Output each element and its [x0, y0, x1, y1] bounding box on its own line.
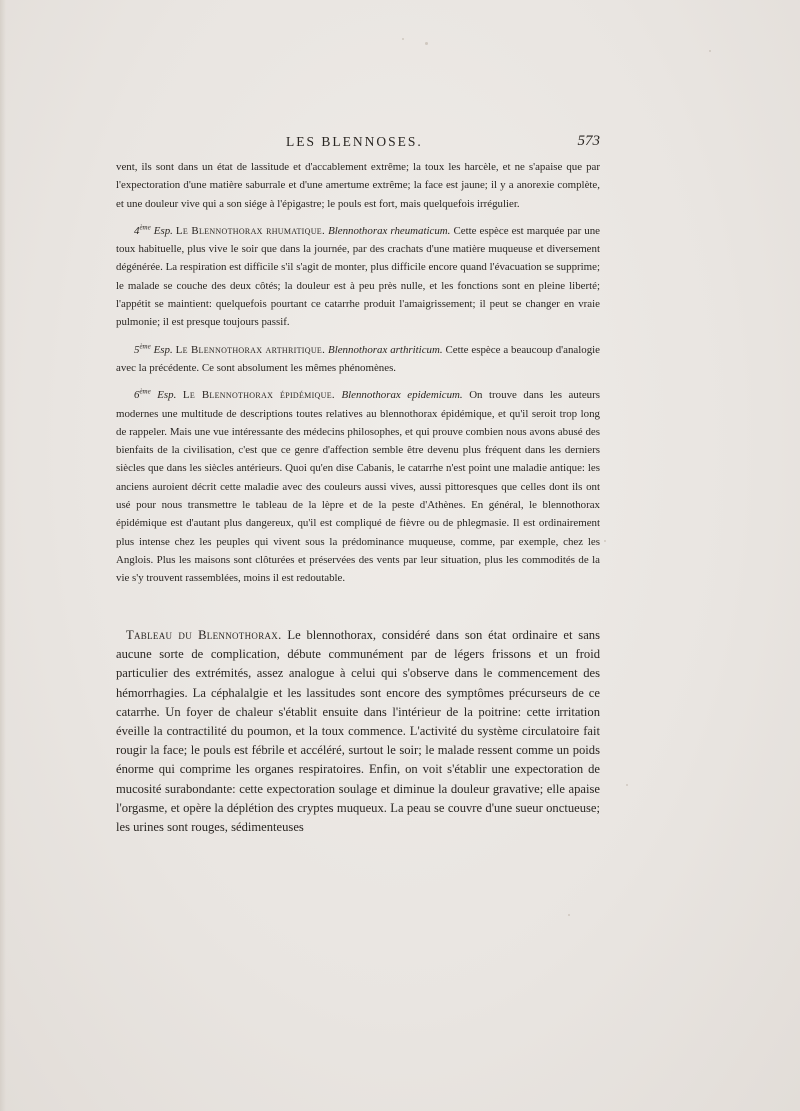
species-5-text: Cette espèce a beaucoup d'analogie avec la précédente. Ce sont absolument les mêmes phénomènes.: [116, 343, 600, 374]
species-4-paragraph: [116, 222, 600, 332]
paper-speck: [402, 38, 404, 40]
tableau-heading: Tableau du Blennothorax.: [126, 628, 282, 642]
paper-speck: [626, 784, 628, 786]
species-4-text: Cette espèce est marquée par une toux habituelle, plus vive le soir que dans la journée, par des crachats d'une matière muqueuse et diversement dégénérée. La respiration est difficile s'il s'agit de monter, plus difficile encore quand l'évacuation se supprime; le malade se couche des deux côtés; la douleur est à peu près nulle, et les fonctions sont en pleine liberté; l'appétit se maintient: quelquefois pourtant ce catarrhe produit l'amaigrissement; il peut se changer en vraie pulmonie; il est presque toujours passif.: [116, 224, 600, 329]
species-5-ordinal: 5: [134, 343, 140, 356]
species-5-ordinal-suffix: ème: [139, 342, 151, 351]
paper-speck: [425, 42, 428, 45]
species-6-paragraph: [116, 386, 600, 587]
species-5-name: Le Blennothorax arthritique.: [175, 343, 326, 356]
paper-speck: [709, 50, 711, 52]
species-5-paragraph: [116, 341, 600, 378]
species-4-name: Le Blennothorax rhumatique.: [175, 224, 325, 237]
paper-speck: [568, 914, 570, 916]
species-6-ordinal: 6: [134, 389, 140, 402]
species-6-latin: Blennothorax epidemicum.: [341, 389, 463, 402]
running-title: LES BLENNOSES.: [286, 134, 423, 149]
species-6-text: On trouve dans les auteurs modernes une multitude de descriptions toutes relatives au blennothorax épidémique, et qu'il seroit trop long de rappeler. Mais une vue intéressante des médecins philosophes, et qui prouve combien nous avons abusé des bienfaits de la civilisation, c'est que ce genre d'affection semble être devenu plus fréquent dans les derniers siècles que dans les siècles antérieurs. Quoi qu'en dise Cabanis, le catarrhe n'est point une maladie antique: les anciens auroient décrit cette maladie avec des couleurs aussi vives, aussi pittoresques que celles dont ils ont usé pour nous transmettre le tableau de la lèpre et de la peste d'Athènes. En général, le blennothorax épidémique est d'autant plus dangereux, qu'il est compliqué de fièvre ou de phlegmasie. Il est ordinairement plus intense chez les peuples qui vivent sous la prédominance muqueuse, comme, par exemple, chez les Anglois. Plus les maisons sont clôturées et préservées des vents par leur situation, plus les commodités de la vie s'y trouvent rassemblées, moins il est redoutable.: [116, 389, 600, 585]
species-4-esp: Esp.: [153, 224, 173, 237]
species-4-ordinal-suffix: ème: [139, 223, 151, 232]
species-6-esp: Esp.: [157, 389, 177, 402]
species-section: [116, 158, 600, 588]
page-header: [116, 134, 600, 156]
species-4-ordinal: 4: [134, 224, 140, 237]
species-6-ordinal-suffix: ème: [139, 387, 151, 396]
paper-speck: [604, 540, 606, 542]
tableau-text: Le blennothorax, considéré dans son état ordinaire et sans aucune sorte de complication, débute communément par de légers frissons et un froid particulier des extrémités, assez analogue à celui qui s'observe dans le commencement des hémorrhagies. La céphalalgie et les lassitudes sont encore des symptômes précurseurs de ce catarrhe. Un foyer de chaleur s'établit ensuite dans l'intérieur de la poitrine: cette irritation éveille la contractilité du poumon, et la toux commence. L'activité du système circulatoire fait rougir la face; le pouls est fébrile et accéléré, surtout le soir; le malade ressent comme un poids énorme qui comprime les organes respiratoires. Enfin, on voit s'établir une expectoration de mucosité surabondante: cette expectoration soulage et diminue la douleur gravative; elle apaise l'orgasme, et opère la déplétion des cryptes muqueux. La peau se couvre d'une sueur onctueuse; les urines sont rouges, sédimenteuses: [116, 628, 600, 835]
tableau-section: [116, 626, 600, 837]
tableau-paragraph: [116, 626, 600, 837]
species-4-latin: Blennothorax rheumaticum.: [328, 224, 451, 237]
species-5-latin: Blennothorax arthriticum.: [328, 343, 443, 356]
species-5-esp: Esp.: [153, 343, 173, 356]
continuation-paragraph: vent, ils sont dans un état de lassitude et d'accablement extrême; la toux les harcèle, et ne s'apaise que par l'expectoration d'une matière saburrale et d'une amertume extrême; la face est jaune; il y a anorexie complète, et une douleur vive qui a son siége à l'épigastre; le pouls est fort, mais quelquefois irrégulier.: [116, 161, 600, 210]
page-edge-shadow: [0, 0, 6, 1111]
species-6-name: Le Blennothorax épidémique.: [182, 389, 335, 402]
page-number: 573: [577, 133, 600, 149]
